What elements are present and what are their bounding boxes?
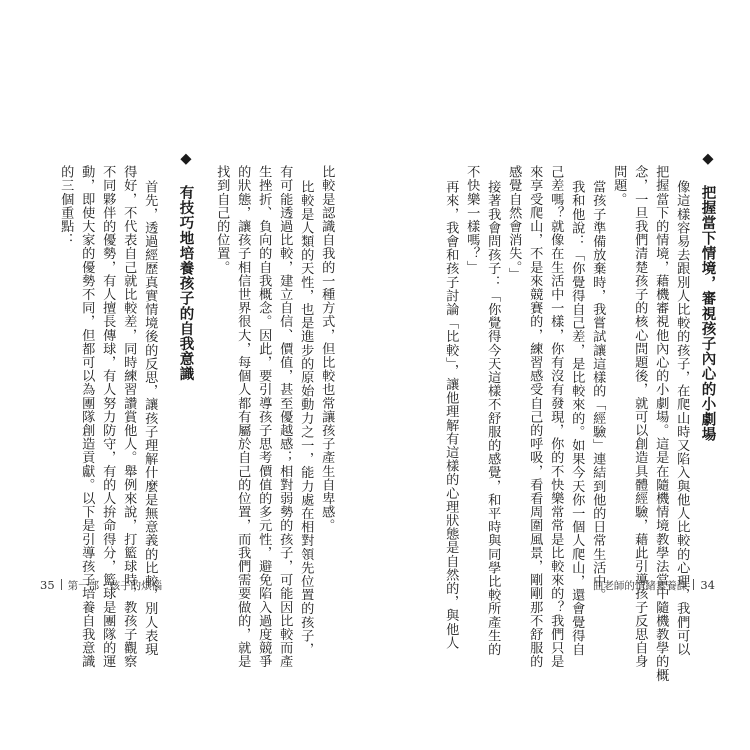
text-column: 像這樣容易去跟別人比較的孩子，在爬山時又陷入與他人比較的心理，我們可以 <box>674 180 690 656</box>
text-column: 當孩子準備放棄時，我嘗試讓這樣的「經驗」連結到他的日常生活中。 <box>590 180 606 602</box>
text-column: 接著我會問孩子：「你覺得今天這樣不舒服的感覺，和平時與同學比較所產生的 <box>485 180 501 656</box>
footer-divider <box>61 579 62 590</box>
section-heading-present-moment: ◆ 把握當下情境，審視孩子內心的小劇場 <box>699 150 717 442</box>
text-column: 己差嗎？就像在生活中一樣，你有沒有發現，你的不快樂常常是比較來的？我們只是 <box>548 165 564 669</box>
text-column: 的三個重點： <box>58 165 74 247</box>
section-heading-self-awareness: ◆ 有技巧地培養孩子的自我意識 <box>177 150 195 382</box>
running-title: 曲老師的情緒素養課 <box>592 580 688 592</box>
text-column: 念，一旦我們清楚孩子的核心問題後，就可以創造具體經驗，藉此引導孩子反思自身 <box>632 165 648 669</box>
text-column: 動，即使大家的優勢不同，但都可以為團隊創造貢獻。以下是引導孩子培養自我意識 <box>79 165 95 669</box>
text-column: 來享受爬山，不是來競賽的，練習感受自己的呼吸，看看周圍風景，剛剛那不舒服的 <box>527 165 543 669</box>
page-number: 35 <box>40 578 55 592</box>
text-column: 不快樂一樣嗎？」 <box>464 165 480 274</box>
left-page-footer <box>40 578 162 593</box>
text-column: 比較是認識自我的一種方式，但比較也常讓孩子產生自卑感。 <box>319 165 335 533</box>
text-column: 把握當下的情境，藉機審視他內心的小劇場。這是在隨機情境教學法當中隨機教學的概 <box>653 165 669 682</box>
text-column: 不同夥伴的優勢，有人擅長傳球，有人努力防守，有的人拚命得分，籃球是團隊的運 <box>100 165 116 669</box>
footer-divider <box>693 579 694 590</box>
right-page-footer <box>593 578 715 593</box>
text-column: 感覺自然會消失。」 <box>506 165 522 281</box>
text-column: 生挫折、負向的自我概念。因此，要引導孩子思考價值的多元性，避免陷入過度競爭 <box>256 165 272 669</box>
page-number: 34 <box>700 578 715 592</box>
text-column: 我和他說：「你覺得自己差，是比較來的。如果今天你一個人爬山，還會覺得自 <box>569 180 585 656</box>
text-column: 問題。 <box>611 165 627 206</box>
text-column: 有可能透過比較，建立自信、價值，甚至優越感；相對弱勢的孩子，可能因比較而產 <box>277 165 293 669</box>
text-column: 找到自己的位置。 <box>214 165 230 274</box>
running-title: 第一部・孩子的煩惱 <box>67 580 163 592</box>
text-column: 的狀態，讓孩子相信世界很大，每個人都有屬於自己的位置，而我們需要做的，就是 <box>235 165 251 669</box>
text-column: 比較是人類的天性，也是進步的原始動力之一，能力處在相對領先位置的孩子， <box>298 180 314 656</box>
text-column: 得好，不代表自己就比較差，同時練習讚賞他人。舉例來說，打籃球時，教孩子觀察 <box>121 165 137 669</box>
text-column: 再來，我會和孩子討論「比較」，讓他理解有這樣的心理狀態是自然的，與他人 <box>443 180 459 650</box>
text-column: 首先，透過經歷真實情境後的反思，讓孩子理解什麼是無意義的比較，別人表現 <box>142 180 158 656</box>
